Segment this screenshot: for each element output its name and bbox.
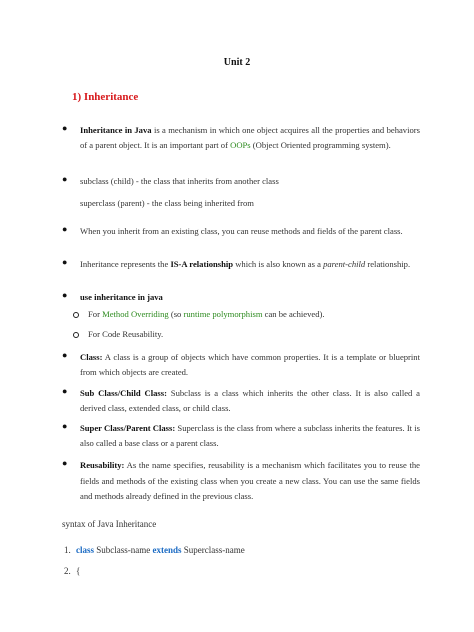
term-class: Class: xyxy=(80,352,103,362)
bullet-reuse: When you inherit from an existing class, you can reuse methods and fields of the parent class. xyxy=(80,226,403,236)
sub-class-text: Subclass is a class which inherits the other class. It is also called a derived class, extended class, or child class. xyxy=(80,388,420,413)
superclass-name: Superclass-name xyxy=(181,545,245,555)
oops-link[interactable]: OOPs xyxy=(230,139,251,150)
line-number: 1. xyxy=(64,545,71,555)
class-text: A class is a group of objects which have common properties. It is a template or blueprint from which objects are created. xyxy=(80,352,420,377)
term-parent-child: parent-child xyxy=(323,259,366,269)
bullet-use-inheritance: use inheritance in java xyxy=(80,292,163,302)
unit-heading: Unit 2 xyxy=(223,57,251,68)
line-number: 2. xyxy=(64,566,71,576)
bullet-icon: ● xyxy=(62,350,68,360)
sub1-mid: (so xyxy=(168,309,184,319)
bullet-subclass: subclass (child) - the class that inherits from another class xyxy=(80,176,279,186)
is-a-tail: relationship. xyxy=(365,259,411,269)
subclass-name: Subclass-name xyxy=(94,545,153,555)
method-overriding-link[interactable]: Method Overriding xyxy=(102,309,169,319)
code-line-1 xyxy=(64,545,245,555)
term-is-a: IS-A relationship xyxy=(170,259,234,269)
bullet-is-a xyxy=(80,257,420,272)
bullet-icon: ● xyxy=(62,257,68,267)
super-class-text: Superclass is the class from where a subclass inherits the features. It is also called a base class or a parent class. xyxy=(80,423,420,448)
bullet-icon: ● xyxy=(62,421,68,431)
is-a-pre: Inheritance represents the xyxy=(80,259,171,269)
bullet-icon: ● xyxy=(62,458,68,468)
circle-bullet-icon xyxy=(73,312,79,318)
term-reusability: Reusability: xyxy=(80,460,125,470)
bullet-inheritance-definition xyxy=(80,123,420,152)
bullet-reusability xyxy=(80,458,420,505)
superclass-line: superclass (parent) - the class being inherited from xyxy=(80,198,254,208)
keyword-extends: extends xyxy=(152,545,182,555)
term-sub-class: Sub Class/Child Class: xyxy=(80,388,167,398)
sub1-pre: For xyxy=(88,309,103,319)
keyword-class: class xyxy=(76,545,94,555)
is-a-mid: which is also known as a xyxy=(233,259,324,269)
sub1-tail: can be achieved). xyxy=(262,309,325,319)
bullet-icon: ● xyxy=(62,290,68,300)
bullet-sub-class xyxy=(80,386,420,415)
bullet-icon: ● xyxy=(62,386,68,396)
open-brace: { xyxy=(76,566,81,576)
section-title-inheritance: 1) Inheritance xyxy=(72,91,139,103)
term-inheritance-in-java: Inheritance in Java xyxy=(80,125,152,135)
sub-bullet-code-reusability: For Code Reusability. xyxy=(88,329,164,339)
reusability-text: As the name specifies, reusability is a mechanism which facilitates you to reuse the fields and methods of the existing class when you create a new class. You can use the same fields and methods already defined in the previous class. xyxy=(80,460,420,501)
runtime-polymorphism-link[interactable]: runtime polymorphism xyxy=(183,309,263,319)
bullet-icon: ● xyxy=(62,174,68,184)
definition-tail: (Object Oriented programming system). xyxy=(250,139,391,150)
term-super-class: Super Class/Parent Class: xyxy=(80,423,176,433)
definition-text: is a mechanism in which one object acquires all the properties and behaviors of a parent object. It is an important part of xyxy=(80,125,420,150)
bullet-icon: ● xyxy=(62,123,68,133)
circle-bullet-icon xyxy=(73,332,79,338)
sub-bullet-method-overriding xyxy=(88,307,428,322)
bullet-super-class xyxy=(80,421,420,450)
bullet-icon: ● xyxy=(62,224,68,234)
bullet-class xyxy=(80,350,420,379)
syntax-title: syntax of Java Inheritance xyxy=(62,519,157,529)
code-line-2 xyxy=(64,566,80,576)
